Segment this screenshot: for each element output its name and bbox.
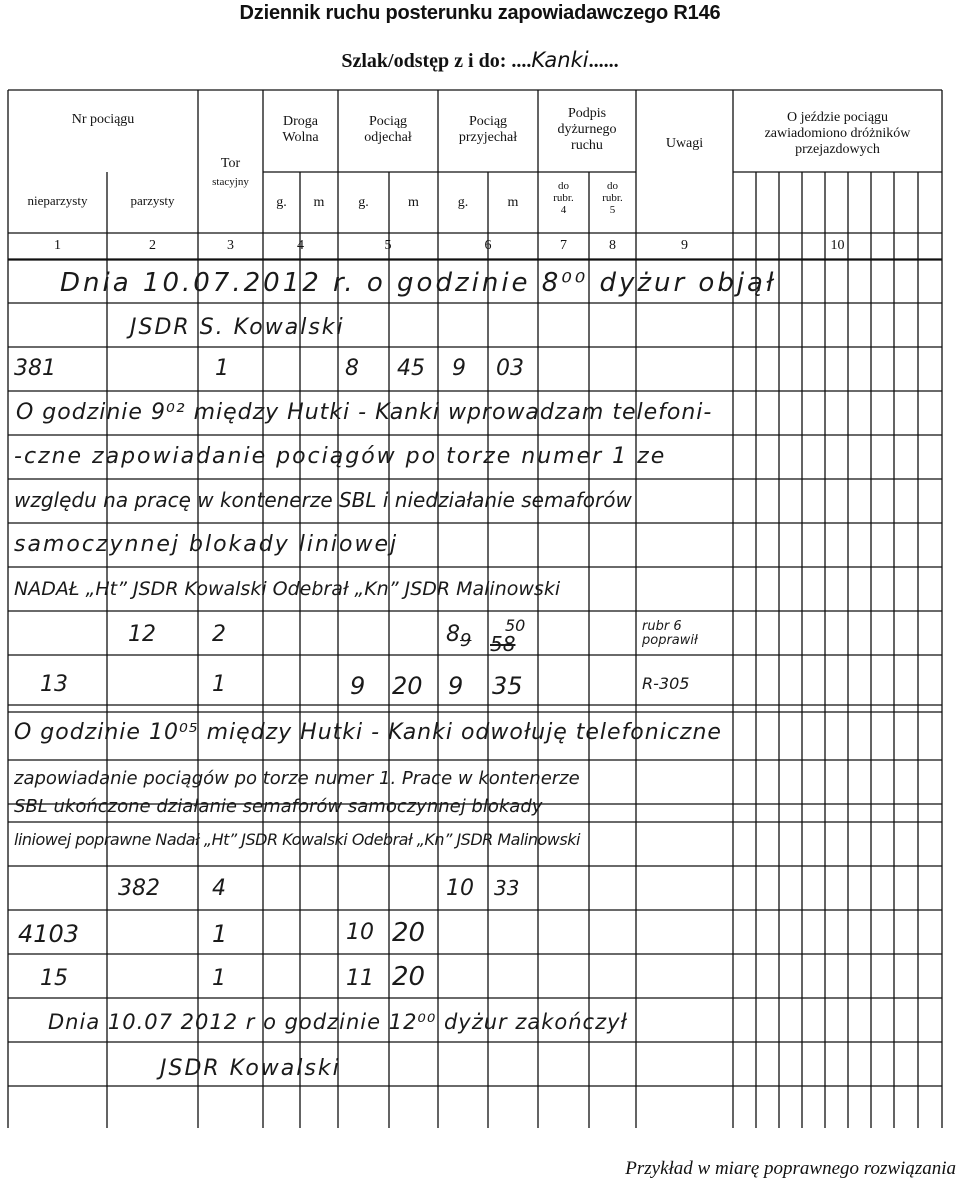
header-nieparzysty: nieparzysty: [27, 193, 88, 208]
row-381-dep-g: 8: [345, 356, 359, 381]
row-4103-dep-g: 10: [346, 920, 374, 945]
row-15-tor: 1: [212, 966, 226, 991]
row-13-dep-m: 20: [392, 672, 423, 700]
row-13-arr-g: 9: [448, 672, 464, 700]
entry-shift-end: Dnia 10.07 2012 r o godzinie 12⁰⁰ dyżur zakończył: [48, 1010, 628, 1034]
header-stacyjny: stacyjny: [212, 176, 249, 188]
row-12-arr-g: 8: [446, 622, 460, 647]
header-odjechal-g: g.: [358, 195, 369, 210]
row-381-arr-g: 9: [452, 356, 466, 381]
row-12-arr-m: 50: [505, 616, 526, 635]
entry-shift-end-name: JSDR Kowalski: [160, 1056, 341, 1081]
entry-paragraph-2-line-2: zapowiadanie pociągów po torze numer 1. Prace w kontenerze: [14, 768, 580, 789]
header-odjechal: Pociąg odjechał: [364, 114, 412, 145]
row-4103-tor: 1: [212, 920, 228, 948]
entry-paragraph-2-line-3: SBL ukończone działanie semaforów samoczynnej blokady: [14, 796, 543, 817]
row-382-arr-m: 33: [494, 876, 520, 900]
header-do-rubr-4: do rubr. 4: [553, 180, 574, 216]
row-13-tor: 1: [212, 672, 226, 697]
entry-paragraph-2-line-1: O godzinie 10⁰⁵ między Hutki - Kanki odwołuję telefoniczne: [14, 720, 722, 745]
header-tor: Tor: [220, 156, 241, 171]
entry-paragraph-1-signatures: NADAŁ „Ht” JSDR Kowalski Odebrał „Kn” JSDR Malinowski: [14, 578, 561, 600]
row-382-arr-g: 10: [446, 876, 474, 901]
row-381-arr-m: 03: [496, 356, 524, 381]
journal-title: Dziennik ruchu posterunku zapowiadawczego R146: [239, 2, 721, 24]
header-przyjechal-g: g.: [457, 195, 469, 210]
row-12-arr-m-crossed: 58: [490, 632, 516, 656]
entry-shift-start: Dnia 10.07.2012 r. o godzinie 8⁰⁰ dyżur objął: [60, 268, 777, 298]
header-przyjechal: Pociąg przyjechał: [458, 114, 518, 145]
row-4103-nr: 4103: [18, 920, 80, 948]
row-13-nr: 13: [40, 672, 68, 697]
col-num-10: 10: [830, 238, 845, 253]
route-value: Kanki: [531, 48, 589, 72]
route-dots-after: ......: [588, 50, 619, 72]
header-droga-m: m: [313, 195, 325, 210]
col-num-2: 2: [149, 238, 156, 253]
col-num-5: 5: [384, 238, 392, 253]
col-num-8: 8: [609, 238, 616, 253]
col-num-6: 6: [484, 238, 492, 253]
row-13-uwagi: R-305: [642, 674, 690, 693]
header-uwagi: Uwagi: [665, 136, 704, 151]
header-nr-pociagu: Nr pociągu: [71, 112, 135, 127]
entry-paragraph-1-line-1: O godzinie 9⁰² między Hutki - Kanki wprowadzam telefoni-: [16, 400, 713, 425]
header-przyjechal-m: m: [507, 195, 519, 210]
row-15-nr: 15: [40, 966, 68, 991]
col-num-1: 1: [54, 238, 61, 253]
header-odjechal-m: m: [408, 195, 419, 210]
route-dots-before: ....: [511, 50, 532, 72]
row-381-tor: 1: [215, 356, 229, 381]
entry-paragraph-1-line-4: samoczynnej blokady liniowej: [14, 532, 399, 557]
col-num-9: 9: [681, 238, 688, 253]
caption: Przykład w miarę poprawnego rozwiązania: [625, 1158, 956, 1179]
entry-paragraph-1-line-3: względu na pracę w kontenerze SBL i niedziałanie semaforów: [14, 488, 632, 512]
header-parzysty: parzysty: [130, 193, 175, 208]
header-droga-g: g.: [276, 195, 287, 210]
entry-paragraph-1-line-2: -czne zapowiadanie pociągów po torze numer 1 ze: [14, 444, 667, 469]
col-num-4: 4: [297, 238, 304, 253]
row-381-nr: 381: [14, 356, 56, 381]
header-podpis: Podpis dyżurnego ruchu: [557, 106, 617, 153]
row-15-dep-g: 11: [346, 966, 374, 991]
header-do-rubr-5: do rubr. 5: [602, 180, 623, 216]
row-12-arr-g-crossed: 9: [460, 630, 472, 651]
col-num-7: 7: [560, 238, 567, 253]
route-label: Szlak/odstęp z i do:: [341, 50, 507, 72]
entry-shift-start-name: JSDR S. Kowalski: [130, 315, 345, 340]
header-zawiadomiono: O jeździe pociągu zawiadomiono dróżników przejazdowych: [764, 110, 911, 157]
row-12-uwagi: rubr 6 poprawił: [642, 619, 698, 648]
row-382-nr: 382: [118, 876, 160, 901]
row-12-nr: 12: [128, 622, 156, 647]
row-4103-dep-m: 20: [392, 918, 426, 948]
col-num-3: 3: [227, 238, 234, 253]
row-13-dep-g: 9: [350, 672, 366, 700]
header-droga-wolna: Droga Wolna: [282, 114, 319, 145]
row-13-arr-m: 35: [492, 672, 523, 700]
row-382-tor: 4: [212, 876, 226, 901]
entry-paragraph-2-signatures: liniowej poprawne Nadał „Ht” JSDR Kowalski Odebrał „Kn” JSDR Malinowski: [14, 830, 580, 849]
row-15-dep-m: 20: [392, 962, 426, 992]
row-12-tor: 2: [212, 622, 226, 647]
row-381-dep-m: 45: [397, 356, 425, 381]
